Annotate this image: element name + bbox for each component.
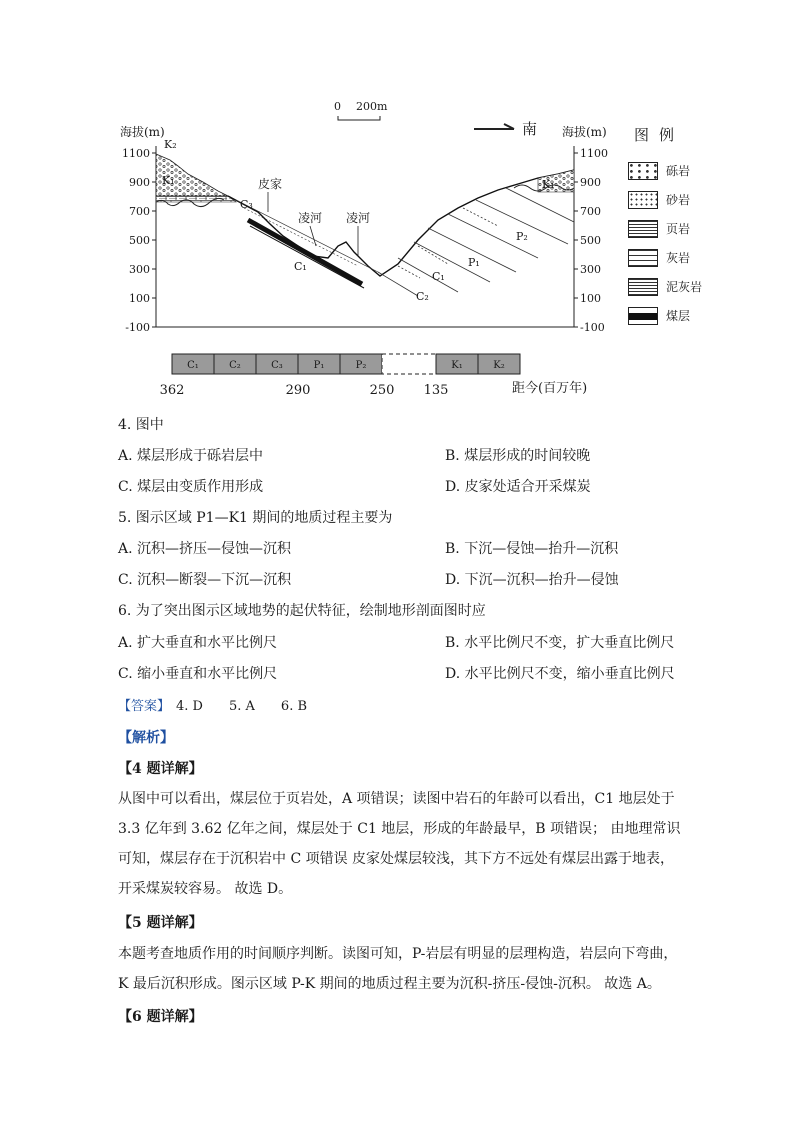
question-5-option-a[interactable]: A. 沉积—挤压—侵蚀—沉积 bbox=[118, 541, 292, 557]
analysis-tag: 【解析】 bbox=[118, 730, 174, 746]
place-label-pijia: 皮家 bbox=[258, 177, 283, 191]
question-6-option-b[interactable]: B. 水平比例尺不变，扩大垂直比例尺 bbox=[445, 635, 675, 651]
question-6-option-a[interactable]: A. 扩大垂直和水平比例尺 bbox=[118, 635, 278, 651]
legend-label: 煤层 bbox=[666, 309, 691, 323]
legend-item-shale bbox=[628, 218, 718, 240]
left-tick-label: 100 bbox=[129, 292, 150, 305]
section-4-line: 开采煤炭较容易。 故选 D。 bbox=[118, 881, 293, 897]
timeline-box-label: K₁ bbox=[451, 360, 463, 371]
answer-line bbox=[118, 698, 313, 716]
layer-label: P₂ bbox=[516, 230, 528, 243]
timeline-box-label: C₂ bbox=[229, 360, 241, 371]
gravel-swatch bbox=[628, 162, 658, 180]
direction-label: 南 bbox=[522, 120, 538, 138]
layer-label: K₂ bbox=[164, 138, 177, 151]
timeline-box-label: P₂ bbox=[355, 360, 367, 371]
section-4-title: 【4 题详解】 bbox=[118, 761, 203, 777]
answer-6: 6. B bbox=[280, 699, 308, 714]
question-5-option-c[interactable]: C. 沉积—断裂—下沉—沉积 bbox=[118, 572, 292, 588]
section-5-title: 【5 题详解】 bbox=[118, 915, 203, 931]
timeline-tick: 290 bbox=[285, 383, 311, 398]
question-5-option-d[interactable]: D. 下沉—沉积—抬升—侵蚀 bbox=[445, 572, 619, 588]
left-axis-ticks bbox=[122, 147, 156, 334]
question-4-option-c[interactable]: C. 煤层由变质作用形成 bbox=[118, 479, 264, 495]
section-6-title: 【6 题详解】 bbox=[118, 1009, 203, 1025]
question-4-option-d[interactable]: D. 皮家处适合开采煤炭 bbox=[445, 479, 591, 495]
legend-label: 灰岩 bbox=[666, 251, 691, 265]
timeline-unit: 距今(百万年) bbox=[512, 381, 588, 396]
layer-label: C₁ bbox=[432, 270, 445, 283]
geologic-cross-section-figure bbox=[118, 96, 718, 402]
left-tick-label: 300 bbox=[129, 263, 150, 276]
question-4-option-b[interactable]: B. 煤层形成的时间较晚 bbox=[445, 448, 591, 464]
timeline-tick: 135 bbox=[423, 383, 449, 398]
timeline-tick: 362 bbox=[159, 383, 185, 398]
right-tick-label: 500 bbox=[580, 234, 601, 247]
marl-swatch bbox=[628, 278, 658, 296]
question-6-stem: 6. 为了突出图示区域地势的起伏特征，绘制地形剖面图时应 bbox=[118, 603, 486, 619]
scale-bar-label: 200m bbox=[356, 100, 388, 113]
layer-label: C₂ bbox=[416, 290, 429, 303]
right-axis-ticks bbox=[574, 147, 608, 334]
section-4-line: 可知，煤层存在于沉积岩中 C 项错误 皮家处煤层较浅，其下方不远处有煤层出露于地表， bbox=[118, 851, 675, 867]
question-5-stem: 5. 图示区域 P1—K1 期间的地质过程主要为 bbox=[118, 510, 393, 526]
section-5-line: K 最后沉积形成。图示区域 P-K 期间的地质过程主要为沉积-挤压-侵蚀-沉积。 故选 A。 bbox=[118, 976, 661, 992]
legend-item-coal bbox=[628, 305, 718, 327]
legend-item-limestone bbox=[628, 247, 718, 269]
question-4-stem: 4. 图中 bbox=[118, 417, 164, 433]
place-label-linghe-1: 凌河 bbox=[298, 211, 323, 225]
right-tick-label: 700 bbox=[580, 205, 601, 218]
legend-title: 图例 bbox=[634, 126, 685, 144]
right-tick-label: 900 bbox=[580, 176, 601, 189]
limestone-swatch bbox=[628, 249, 658, 267]
place-label-linghe-2: 凌河 bbox=[346, 211, 371, 225]
shale-swatch bbox=[628, 220, 658, 238]
timeline-tick: 250 bbox=[369, 383, 395, 398]
left-axis-title: 海拔(m) bbox=[120, 125, 165, 139]
section-4-body bbox=[118, 784, 688, 904]
scale-zero-label: 0 bbox=[334, 100, 341, 113]
timeline-box-label: C₁ bbox=[187, 360, 199, 371]
right-tick-label: -100 bbox=[580, 321, 605, 334]
scale-bar bbox=[338, 116, 380, 120]
legend-label: 砂岩 bbox=[666, 193, 691, 207]
question-6-option-d[interactable]: D. 水平比例尺不变，缩小垂直比例尺 bbox=[445, 666, 675, 682]
right-axis-title: 海拔(m) bbox=[562, 125, 607, 139]
left-tick-label: 900 bbox=[129, 176, 150, 189]
timeline-box-label: K₂ bbox=[493, 360, 505, 371]
coal-swatch bbox=[628, 307, 658, 325]
answer-tag: 【答案】 bbox=[118, 699, 171, 714]
section-4-line: 从图中可以看出，煤层位于页岩处，A 项错误；读图中岩石的年龄可以看出，C1 地层处于 bbox=[118, 791, 675, 807]
layer-label: K₁ bbox=[162, 174, 175, 187]
sandstone-swatch bbox=[628, 191, 658, 209]
left-tick-label: 1100 bbox=[122, 147, 150, 160]
legend-label: 泥灰岩 bbox=[666, 280, 703, 294]
right-tick-label: 300 bbox=[580, 263, 601, 276]
answer-5: 5. A bbox=[228, 699, 255, 714]
question-4-option-a[interactable]: A. 煤层形成于砾岩层中 bbox=[118, 448, 264, 464]
timeline bbox=[160, 354, 588, 398]
left-tick-label: 500 bbox=[129, 234, 150, 247]
question-5-option-b[interactable]: B. 下沉—侵蚀—抬升—沉积 bbox=[445, 541, 619, 557]
layer-label: C₃ bbox=[240, 198, 253, 211]
legend-item-gravel bbox=[628, 160, 718, 182]
right-dipping-beds bbox=[378, 188, 574, 296]
left-tick-label: 700 bbox=[129, 205, 150, 218]
timeline-box-label: P₁ bbox=[313, 360, 325, 371]
coal-seam bbox=[248, 220, 362, 284]
answer-4: 4. D bbox=[176, 699, 203, 714]
question-6-option-c[interactable]: C. 缩小垂直和水平比例尺 bbox=[118, 666, 278, 682]
layer-label: P₁ bbox=[468, 256, 480, 269]
legend-item-marl bbox=[628, 276, 718, 298]
section-4-line: 3.3 亿年到 3.62 亿年之间，煤层处于 C1 地层，形成的年龄最早，B 项错误； 由地理常识 bbox=[118, 821, 681, 837]
legend-label: 砾岩 bbox=[666, 164, 691, 178]
layer-label: K₁ bbox=[542, 178, 555, 191]
left-tick-label: -100 bbox=[125, 321, 150, 334]
layer-label: C₁ bbox=[294, 260, 307, 273]
timeline-box-label: C₃ bbox=[271, 360, 283, 371]
right-tick-label: 1100 bbox=[580, 147, 608, 160]
legend-label: 页岩 bbox=[666, 222, 691, 236]
legend-item-sandstone bbox=[628, 189, 718, 211]
section-5-line: 本题考查地质作用的时间顺序判断。读图可知，P-岩层有明显的层理构造，岩层向下弯曲， bbox=[118, 946, 678, 962]
right-tick-label: 100 bbox=[580, 292, 601, 305]
section-5-body bbox=[118, 939, 688, 999]
